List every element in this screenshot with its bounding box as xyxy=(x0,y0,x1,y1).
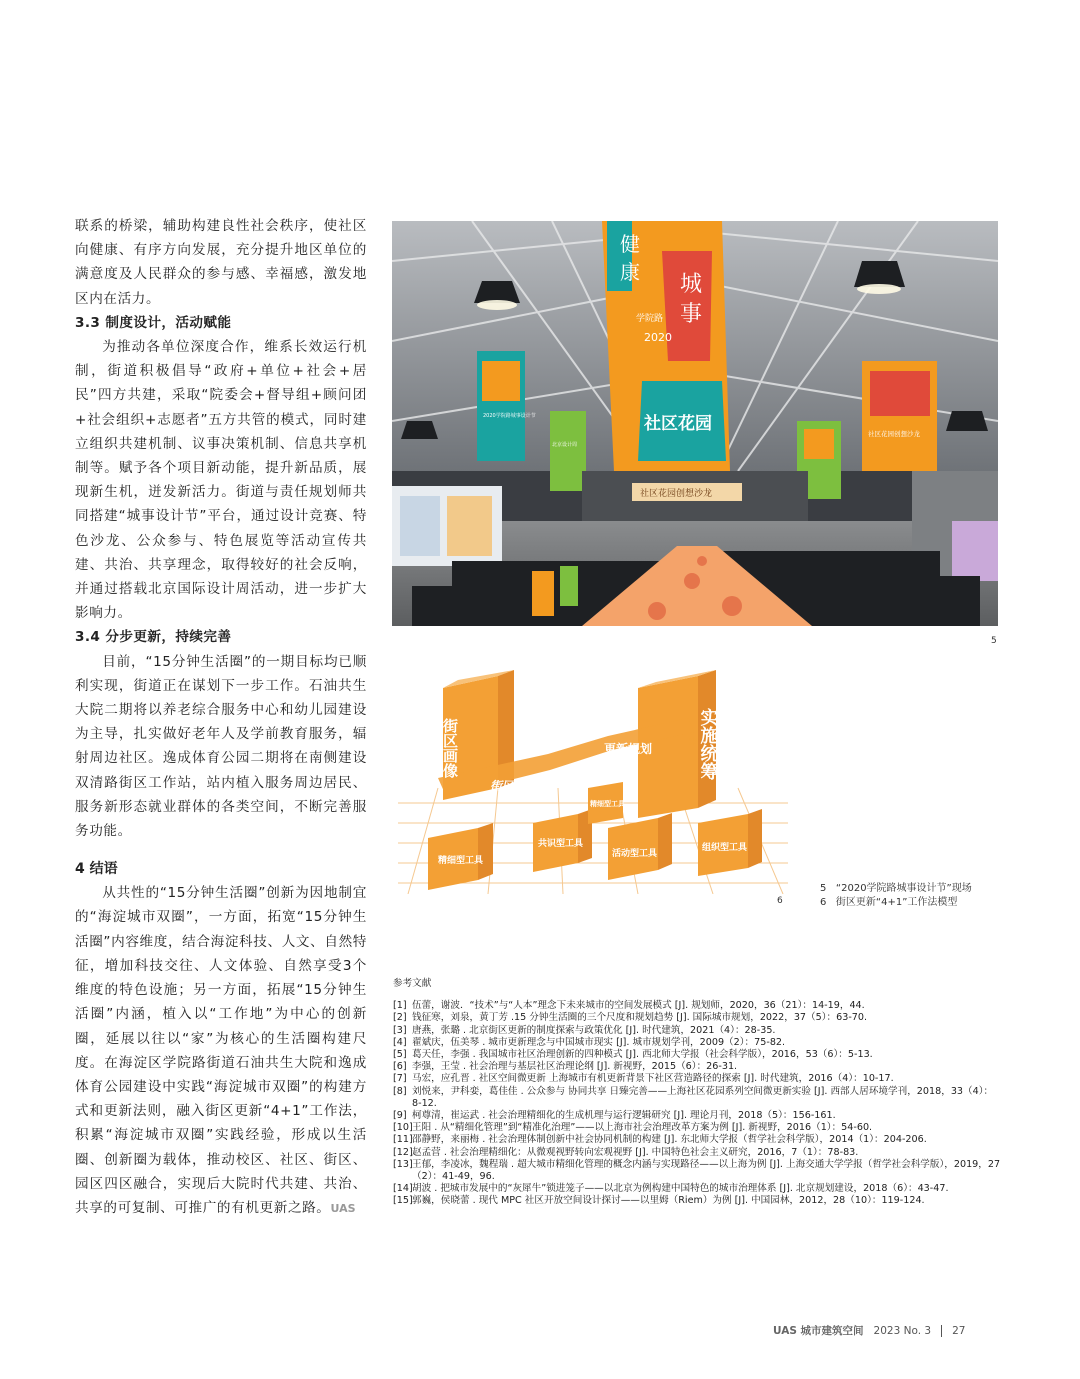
event-hall-photo xyxy=(392,221,998,626)
tool-label: 精细型工具 xyxy=(438,856,484,866)
banner-year: 2020 xyxy=(644,331,672,344)
reference-text: 伍蕾，谢波．“技术”与“人本”理念下未来城市的空间发展模式 [J]. 规划师，2020，36（21）：14-19，44. xyxy=(412,1000,865,1012)
reference-text: 郭巍，侯晓蕾 . 现代 MPC 社区开放空间设计探讨——以里姆（Riem）为例 [J]. 中国园林，2012，28（10）：119-124. xyxy=(412,1195,925,1207)
reference-number: [7] xyxy=(393,1073,407,1085)
reference-item xyxy=(393,1037,1001,1049)
reference-item xyxy=(393,1134,1001,1146)
reference-item xyxy=(393,1061,1001,1073)
reference-text: 邵静野，来丽梅 . 社会治理体制创新中社会协同机制的构建 [J]. 东北师大学报（哲学社会科学版），2014（1）：204-206. xyxy=(412,1134,927,1146)
reference-number: [15] xyxy=(393,1195,413,1207)
arrow-street-assessment: 街区评估 xyxy=(490,779,539,793)
hall-sign: 社区花园创想沙龙 xyxy=(640,489,713,499)
reference-number: [5] xyxy=(393,1049,407,1061)
references-title: 参考文献 xyxy=(393,978,432,989)
reference-item xyxy=(393,1049,1001,1061)
reference-item xyxy=(393,1183,1001,1195)
reference-number: [13] xyxy=(393,1158,413,1170)
reference-number: [3] xyxy=(393,1024,407,1036)
figure-5-number: 5 xyxy=(991,636,997,646)
reference-text: 胡波 . 把城市发展中的“灰犀牛”锁进笼子——以北京为例构建中国特色的城市治理体系 [J]. 北京规划建设，2018（6）：43-47. xyxy=(412,1183,949,1195)
banner-school: 学院路 xyxy=(636,314,664,324)
page-footer xyxy=(773,1323,965,1338)
reference-text: 葛天任，李强 . 我国城市社区治理创新的四种模式 [J]. 西北师大学报（社会科学版），2016，53（6）：5-13. xyxy=(412,1049,873,1061)
reference-item xyxy=(393,1025,1001,1037)
reference-text: 唐燕，张璐 . 北京街区更新的制度探索与政策优化 [J]. 时代建筑，2021（4）：28-35. xyxy=(412,1024,776,1036)
reference-number: [10] xyxy=(393,1122,413,1134)
body-paragraph: 目前，“15分钟生活圈”的一期目标均已顺利实现，街道正在谋划下一步工作。石油共生大院二期将以养老综合服务中心和幼儿园建设为主导，扎实做好老年人及学前教育服务，辐射周边社区。逸成体育公园二期将在南侧建设双清路街区工作站，站内植入服务周边居民、服务新形态就业群体的各类空间，不断完善服务功能。 xyxy=(75,653,367,840)
body-paragraph xyxy=(75,881,367,1221)
section-heading-3-4: 3.4 分步更新，持续完善 xyxy=(75,629,232,646)
reference-text: 翟斌庆，伍美琴 . 城市更新理念与中国城市现实 [J]. 城市规划学刊，2009（2）：75-82. xyxy=(412,1036,786,1048)
reference-item xyxy=(393,1147,1001,1159)
reference-number: [14] xyxy=(393,1183,413,1195)
caption-text: “2020学院路城事设计节”现场 xyxy=(835,883,972,894)
uas-end-mark: UAS xyxy=(330,1201,356,1215)
reference-number: [6] xyxy=(393,1061,407,1073)
tool-label: 组织型工具 xyxy=(702,843,748,853)
reference-item xyxy=(393,1195,1001,1207)
issue-number: 2023 No. 3 xyxy=(873,1324,932,1337)
banner-char: 事 xyxy=(680,302,703,327)
reference-number: [4] xyxy=(393,1036,407,1048)
reference-number: [12] xyxy=(393,1146,413,1158)
body-paragraph: 联系的桥梁，辅助构建良性社会秩序，使社区向健康、有序方向发展，充分提升地区单位的满意度及人民群众的参与感、幸福感，激发地区内在活力。 xyxy=(75,218,367,307)
side-banner-left: 2020学院路城事设计节 xyxy=(483,413,536,419)
section-heading-3-3: 3.3 制度设计，活动赋能 xyxy=(75,314,232,331)
banner-char: 健 xyxy=(620,232,640,256)
reference-item xyxy=(393,1012,1001,1024)
caption-5 xyxy=(820,882,972,896)
footer-divider xyxy=(941,1325,942,1337)
reference-item xyxy=(393,1086,1001,1110)
banner-char: 城 xyxy=(680,272,703,297)
reference-number: [1] xyxy=(393,1000,407,1012)
reference-text: 赵孟营 . 社会治理精细化：从微观视野转向宏观视野 [J]. 中国特色社会主义研究，2016，7（1）：78-83. xyxy=(412,1146,859,1158)
section-heading-4: 4 结语 xyxy=(75,861,118,878)
reference-text: 李强，王莹 . 社会治理与基层社区治理论纲 [J]. 新视野，2015（6）：26-31. xyxy=(412,1061,738,1073)
reference-item xyxy=(393,1110,1001,1122)
figure-6-number: 6 xyxy=(777,896,783,906)
journal-logo: UAS 城市建筑空间 xyxy=(773,1325,864,1337)
event-hall-illustration xyxy=(392,221,998,626)
reference-item xyxy=(393,1159,1001,1183)
side-banner-right: 社区花园创想沙龙 xyxy=(868,430,920,438)
reference-number: [2] xyxy=(393,1012,407,1024)
references-list xyxy=(393,1000,1001,1207)
reference-text: 柯尊清，崔运武 . 社会治理精细化的生成机理与运行逻辑研究 [J]. 理论月刊，2018（5）：156-161. xyxy=(412,1110,836,1122)
banner-char: 康 xyxy=(620,260,640,284)
block-street-portrait: 街区画像 xyxy=(441,718,459,778)
caption-number: 5 xyxy=(820,883,827,894)
reference-item xyxy=(393,1073,1001,1085)
caption-number: 6 xyxy=(820,897,827,908)
conclusion-text: 从共性的“15分钟生活圈”创新为因地制宜的“海淀城市双圈”，一方面，拓宽“15分钟生活圈”内容维度，结合海淀科技、人文、自然特征，增加科技交往、人文体验、自然享受3个维度的特色设施；另一方面，拓展“15分钟生活圈”内涵，植入以“工作地”为中心的创新圈，延展以往以“家”为核心的生活圈构建尺度。在海淀区学院路街道石油共生大院和逸成体育公园建设中实践“海淀城市双圈”的构建方式和更新法则，融入街区更新“4+1”工作法，积累“海淀城市双圈”实践经验，形成以生活圈、创新圈为载体，推动校区、社区、街区、园区四区融合，实现后大院时代共建、共治、共享的可复制、可推广的有机更新之路。 xyxy=(75,885,367,1216)
reference-number: [8] xyxy=(393,1085,407,1097)
tool-label: 共识型工具 xyxy=(538,839,584,849)
reference-text: 王郁，李凌冰，魏程瑞 . 超大城市精细化管理的概念内涵与实现路径——以上海为例 [J]. 上海交通大学学报（哲学社会科学版），2019，27（2）：41-49，96. xyxy=(412,1158,1001,1183)
arrow-update-planning: 更新规划 xyxy=(604,742,653,756)
reference-text: 王阳 . 从“精细化管理”到“精准化治理”——以上海市社会治理改革方案为例 [J]. 新视野，2016（1）：54-60. xyxy=(412,1122,873,1134)
block-implementation: 实施统筹 xyxy=(697,708,719,780)
body-paragraph: 为推动各单位深度合作，维系长效运行机制，街道积极倡导“政府+单位+社会+居民”四方共建，采取“院委会+督导组+顾问团+社会组织+志愿者”五方共管的模式，同时建立组织共建机制、议事决策机制、信息共享机制等。赋予各个项目新动能，提升新品质，展现新生机，迸发新活力。街道与责任规划师共同搭建“城事设计节”平台，通过设计竞赛、特色沙龙、公众参与、特色展览等活动宣传共建、共治、共享理念，取得较好的社会反响，并通过搭载北京国际设计周活动，进一步扩大影响力。 xyxy=(75,339,367,622)
banner-community: 社区花园 xyxy=(644,414,712,434)
tool-label-top: 精细型工具 xyxy=(590,800,625,808)
figure-captions xyxy=(820,882,972,910)
caption-6 xyxy=(820,896,972,910)
reference-number: [9] xyxy=(393,1110,407,1122)
chevron-arrow-icon: » xyxy=(688,731,699,750)
reference-text: 马宏，应孔晋 . 社区空间微更新 上海城市有机更新背景下社区营造路径的探索 [J]. 时代建筑，2016（4）：10-17. xyxy=(412,1073,894,1085)
caption-text: 街区更新“4+1”工作法模型 xyxy=(835,897,958,908)
diagram-illustration xyxy=(398,658,788,894)
tool-label: 活动型工具 xyxy=(612,849,658,859)
page-number: 27 xyxy=(952,1324,966,1337)
workflow-diagram xyxy=(398,658,788,894)
left-text-column xyxy=(75,214,367,1221)
reference-text: 钱征寒，刘泉，黄丁芳 .15 分钟生活圈的三个尺度和规划趋势 [J]. 国际城市规划，2022，37（5）：63-70. xyxy=(412,1012,868,1024)
reference-text: 刘悦来，尹科娈，葛佳佳 . 公众参与 协同共享 日臻完善——上海社区花园系列空间微更新实验 [J]. 西部人居环境学刊，2018，33（4）：8-12. xyxy=(412,1085,994,1109)
reference-number: [11] xyxy=(393,1134,413,1146)
reference-item xyxy=(393,1122,1001,1134)
references-section xyxy=(393,978,1001,1208)
reference-item xyxy=(393,1000,1001,1012)
side-banner-mid: 北京设计周 xyxy=(552,442,578,448)
